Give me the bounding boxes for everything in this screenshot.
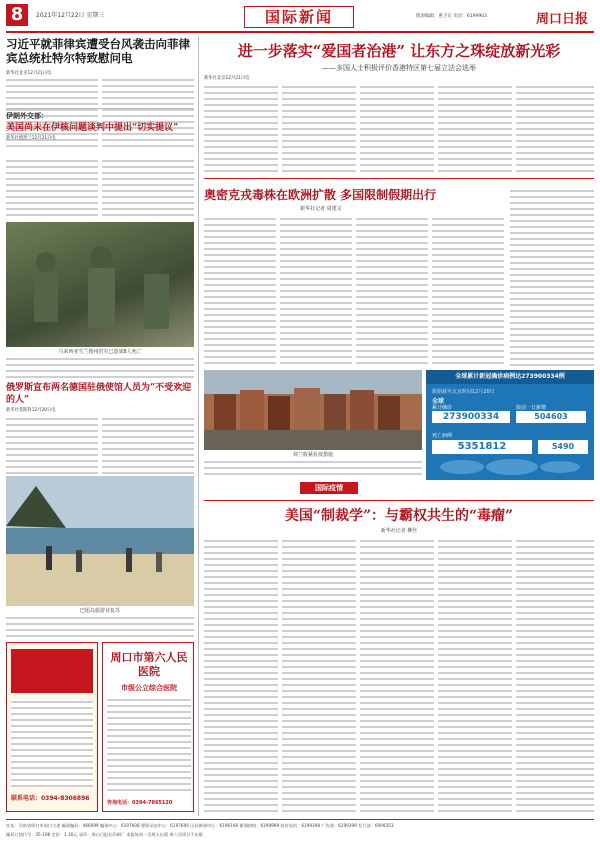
russia-body-right: [102, 416, 194, 474]
hk-headline: 进一步落实“爱国者治港” 让东方之珠绽放新光彩: [237, 42, 561, 60]
hospital-name: 周口市第六人民医院: [110, 651, 188, 678]
issue-date: 2021年12月22日 星期三: [36, 12, 105, 19]
covid-confirmed-label: 累计确诊: [432, 405, 453, 411]
ad-left-body: [11, 699, 93, 787]
xi-headline: 习近平就菲律宾遭受台风袭击向菲律宾总统杜特尔特致慰问电: [6, 37, 190, 65]
covid-death-value: 5351812: [432, 440, 532, 454]
sanction-body-1: [204, 538, 278, 814]
header-rule: [6, 31, 594, 33]
covid-date-note: 数据截至北京时间12月20日: [432, 389, 495, 395]
omicron-body-2: [280, 216, 352, 366]
divider: [204, 500, 594, 501]
omicron-body-1: [204, 216, 276, 366]
russia-body-left: [6, 416, 98, 474]
editor-line: 版面编辑：惠卫东 电话：6199903: [416, 14, 487, 19]
hk-body-5: [516, 84, 594, 174]
netherlands-caption: 荷兰收紧抗疫措施: [292, 452, 333, 458]
covid-new-label: 较前一日新增: [516, 405, 547, 411]
bali-photo-caption: 巴厘岛旅游业复苏: [79, 608, 120, 614]
omicron-body-4: [432, 216, 504, 366]
iran-body-left: [6, 158, 98, 220]
iran-article: [6, 111, 194, 142]
hk-body-1: [204, 84, 278, 174]
hospital-level: 市级公立综合医院: [121, 684, 177, 692]
sanction-byline: 新华社记者 柳丝: [380, 528, 418, 534]
malaysia-caption-body: [6, 356, 194, 380]
divider: [6, 108, 194, 109]
sanction-headline: 美国“制裁学”：与霸权共生的“毒瘤”: [284, 508, 514, 524]
page-number: 8: [6, 4, 28, 26]
covid-title: 全球累计新冠确诊病例达273900334例: [426, 370, 594, 384]
footer-line-1: 社址：河南省周口市周口大道 邮政编码：466099 编务中心：6197608 要闻采访中心：6197606 区县新闻中心：6196166 新闻热线：6199999 投诉电话：6199398 广告部：6199399 发行部：6099353: [6, 823, 394, 828]
hospital-phone: 咨询电话：0394-7865120: [107, 800, 173, 806]
ad-left-phone: 联系电话：0394-8306896: [11, 795, 90, 802]
covid-region: 全球: [432, 398, 445, 405]
section-title: 国际新闻: [244, 6, 354, 28]
ad-right: [102, 642, 194, 812]
covid-confirmed-value: 273900334: [432, 411, 510, 423]
pandemic-label: 国际疫情: [300, 482, 358, 494]
sanction-body-2: [282, 538, 356, 814]
russia-headline: 俄罗斯宣布两名德国驻俄使馆人员为“不受欢迎的人”: [6, 383, 192, 405]
masthead: [6, 4, 594, 32]
ad-left: [6, 642, 98, 812]
covid-death-new: 5490: [538, 440, 588, 454]
russia-byline: 新华社莫斯科12月20日电: [6, 408, 56, 413]
bali-beach-photo: [6, 476, 194, 606]
hk-body-3: [360, 84, 434, 174]
omicron-byline: 新华社记者 周建义: [300, 206, 342, 212]
bali-caption-body: [6, 615, 194, 637]
malaysia-flood-photo: [6, 222, 194, 347]
hk-article: [204, 42, 594, 73]
covid-infographic: [426, 370, 594, 480]
footer-rule: [6, 819, 594, 820]
sanction-body-5: [516, 538, 594, 814]
covid-death-label: 死亡病例: [432, 433, 453, 439]
column-rule: [198, 36, 199, 816]
hk-body-2: [282, 84, 356, 174]
ad-left-banner: [11, 649, 93, 693]
hk-subheadline: ——多国人士积极评价香港特区第七届立法会选举: [322, 64, 476, 72]
iran-byline: 新华社德黑兰12月21日电: [6, 136, 56, 141]
iran-headline: 美国尚未在伊核问题谈判中提出“切实提议”: [6, 123, 179, 133]
malaysia-photo-caption: 马来西亚雪兰莪州洪灾已造成8人死亡: [58, 349, 142, 355]
iran-kicker: 伊朗外交部：: [6, 112, 48, 120]
russia-article: [6, 382, 194, 414]
omicron-body-5: [510, 188, 594, 366]
sanction-body-4: [438, 538, 512, 814]
xi-byline: 新华社北京12月21日电: [6, 71, 52, 76]
iran-body-right: [102, 158, 194, 220]
omicron-body-3: [356, 216, 428, 366]
netherlands-caption-body: [204, 459, 422, 477]
netherlands-photo: [204, 370, 422, 450]
hk-body-4: [438, 84, 512, 174]
hospital-body: [107, 697, 191, 793]
divider: [204, 178, 594, 179]
covid-new-value: 504603: [516, 411, 586, 423]
omicron-headline: 奥密克戎毒株在欧洲扩散 多国限制假期出行: [204, 188, 437, 202]
hk-byline: 新华社北京12月21日电: [204, 76, 250, 81]
newspaper-logo: 周口日报: [536, 12, 589, 27]
sanction-body-3: [360, 538, 434, 814]
left-column: [6, 37, 194, 76]
footer-line-2: 邮局订阅代号：35-108 定价：1.30元 承印：周口日报社印刷厂 本报每周一至周五出版 周六至周日不出版: [6, 832, 203, 837]
world-map-icon: [432, 458, 588, 476]
